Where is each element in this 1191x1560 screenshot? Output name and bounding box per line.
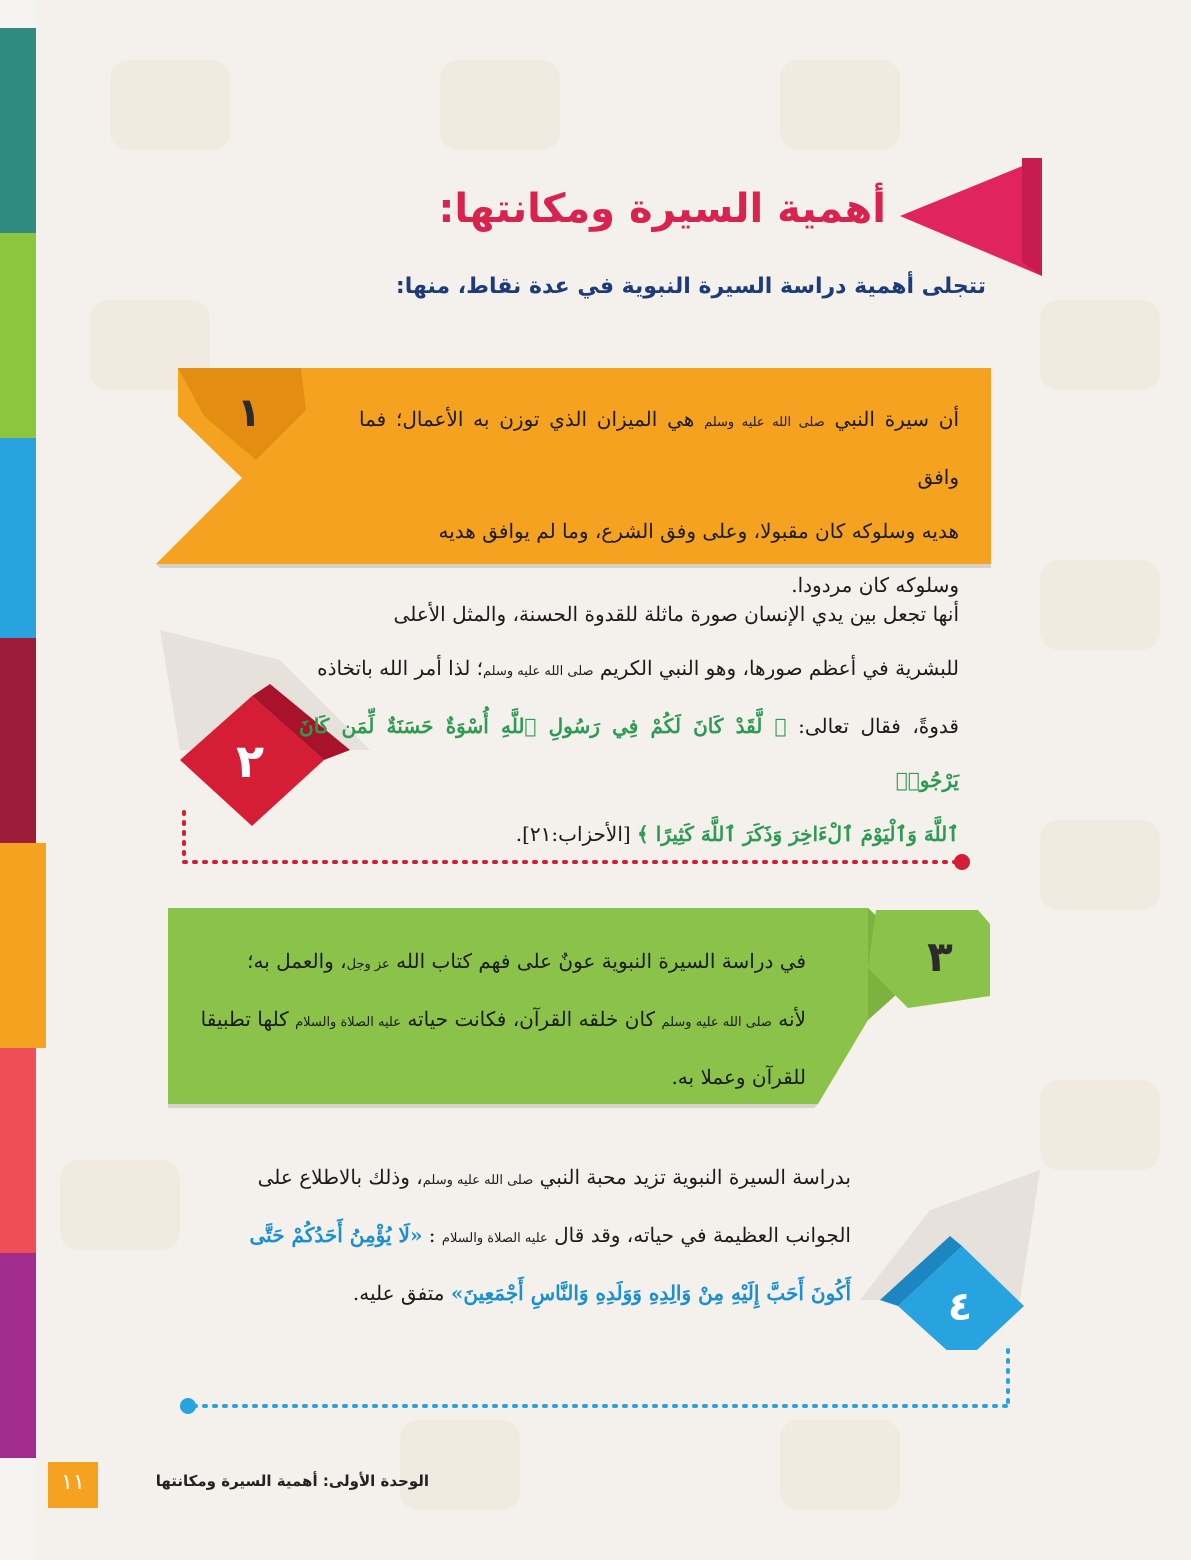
point-3-number: ٣: [927, 932, 953, 981]
edge-stripe-green: [0, 233, 36, 438]
title-pennant: [900, 158, 1042, 276]
watermark: [60, 1160, 180, 1250]
watermark: [110, 60, 230, 150]
edge-stripe-red: [0, 1048, 36, 1253]
point-2-text: أنها تجعل بين يدي الإنسان صورة ماثلة للقدوة الحسنة، والمثل الأعلى للبشرية في أعظم صورها، وهو النبي الكريم صلى الله عليه وسلم؛ لذا أمر الله باتخاذه قدوةً، فقال تعالى: ﴿ لَّقَدْ كَانَ لَكُمْ فِي رَسُولِ ٱللَّهِ أُسْوَةٌ حَسَنَةٌ لِّمَن كَانَ يَرْجُوا۟ ٱللَّهَ وَٱلْيَوْمَ ٱلْءَاخِرَ وَذَكَرَ ٱللَّهَ كَثِيرًا ﴾ [الأحزاب:٢١].: [299, 602, 959, 846]
point-1-number: ١: [236, 390, 262, 436]
quran-verse: ﴿ لَّقَدْ كَانَ لَكُمْ فِي رَسُولِ ٱللَّهِ أُسْوَةٌ حَسَنَةٌ لِّمَن كَانَ يَرْجُوا۟: [299, 714, 959, 792]
watermark: [1040, 560, 1160, 650]
point-3-text: في دراسة السيرة النبوية عونٌ على فهم كتاب الله عز وجل، والعمل به؛ لأنه صلى الله عليه وسلم كان خلقه القرآن، فكانت حياته عليه الصلاة والسلام كلها تطبيقا للقرآن وعملا به.: [200, 949, 806, 1089]
dotted-separator-red: [176, 808, 976, 870]
point-4-text: بدراسة السيرة النبوية تزيد محبة النبي صلى الله عليه وسلم، وذلك بالاطلاع على الجوانب العظيمة في حياته، وقد قال عليه الصلاة والسلام : «لَا يُؤْمِنُ أَحَدُكُمْ حَتَّى أَكُونَ أَحَبَّ إِلَيْهِ مِنْ وَالِدِهِ وَوَلَدِهِ وَالنَّاسِ أَجْمَعِينَ» متفق عليه.: [249, 1165, 851, 1305]
page-title: أهمية السيرة ومكانتها:: [438, 186, 886, 232]
point-4-number: ٤: [947, 1284, 973, 1330]
watermark: [780, 1420, 900, 1510]
watermark: [400, 1420, 520, 1510]
point-2-number: ٢: [235, 734, 265, 788]
footer-unit-title: الوحدة الأولى: أهمية السيرة ومكانتها: [155, 1472, 429, 1490]
point-1-text: أن سيرة النبي صلى الله عليه وسلم هي الميزان الذي توزن به الأعمال؛ فما وافق هديه وسلوكه كان مقبولا، وعلى وفق الشرع، وما لم يوافق هديه وسلوكه كان مردودا.: [359, 407, 960, 597]
edge-stripe-purple: [0, 1253, 36, 1458]
edge-stripe-teal: [0, 28, 36, 233]
watermark: [1040, 1080, 1160, 1170]
edge-stripe-maroon: [0, 638, 36, 843]
edge-stripe-orange: [0, 843, 46, 1048]
watermark: [440, 60, 560, 150]
dotted-separator-blue: [178, 1346, 1020, 1418]
hadith-text: «لَا يُؤْمِنُ أَحَدُكُمْ حَتَّى: [249, 1223, 423, 1247]
watermark: [1040, 300, 1160, 390]
page-number: ١١: [61, 1470, 85, 1495]
watermark: [780, 60, 900, 150]
watermark: [1040, 820, 1160, 910]
page-subtitle: تتجلى أهمية دراسة السيرة النبوية في عدة نقاط، منها:: [395, 274, 986, 299]
edge-stripe-blue: [0, 438, 36, 638]
